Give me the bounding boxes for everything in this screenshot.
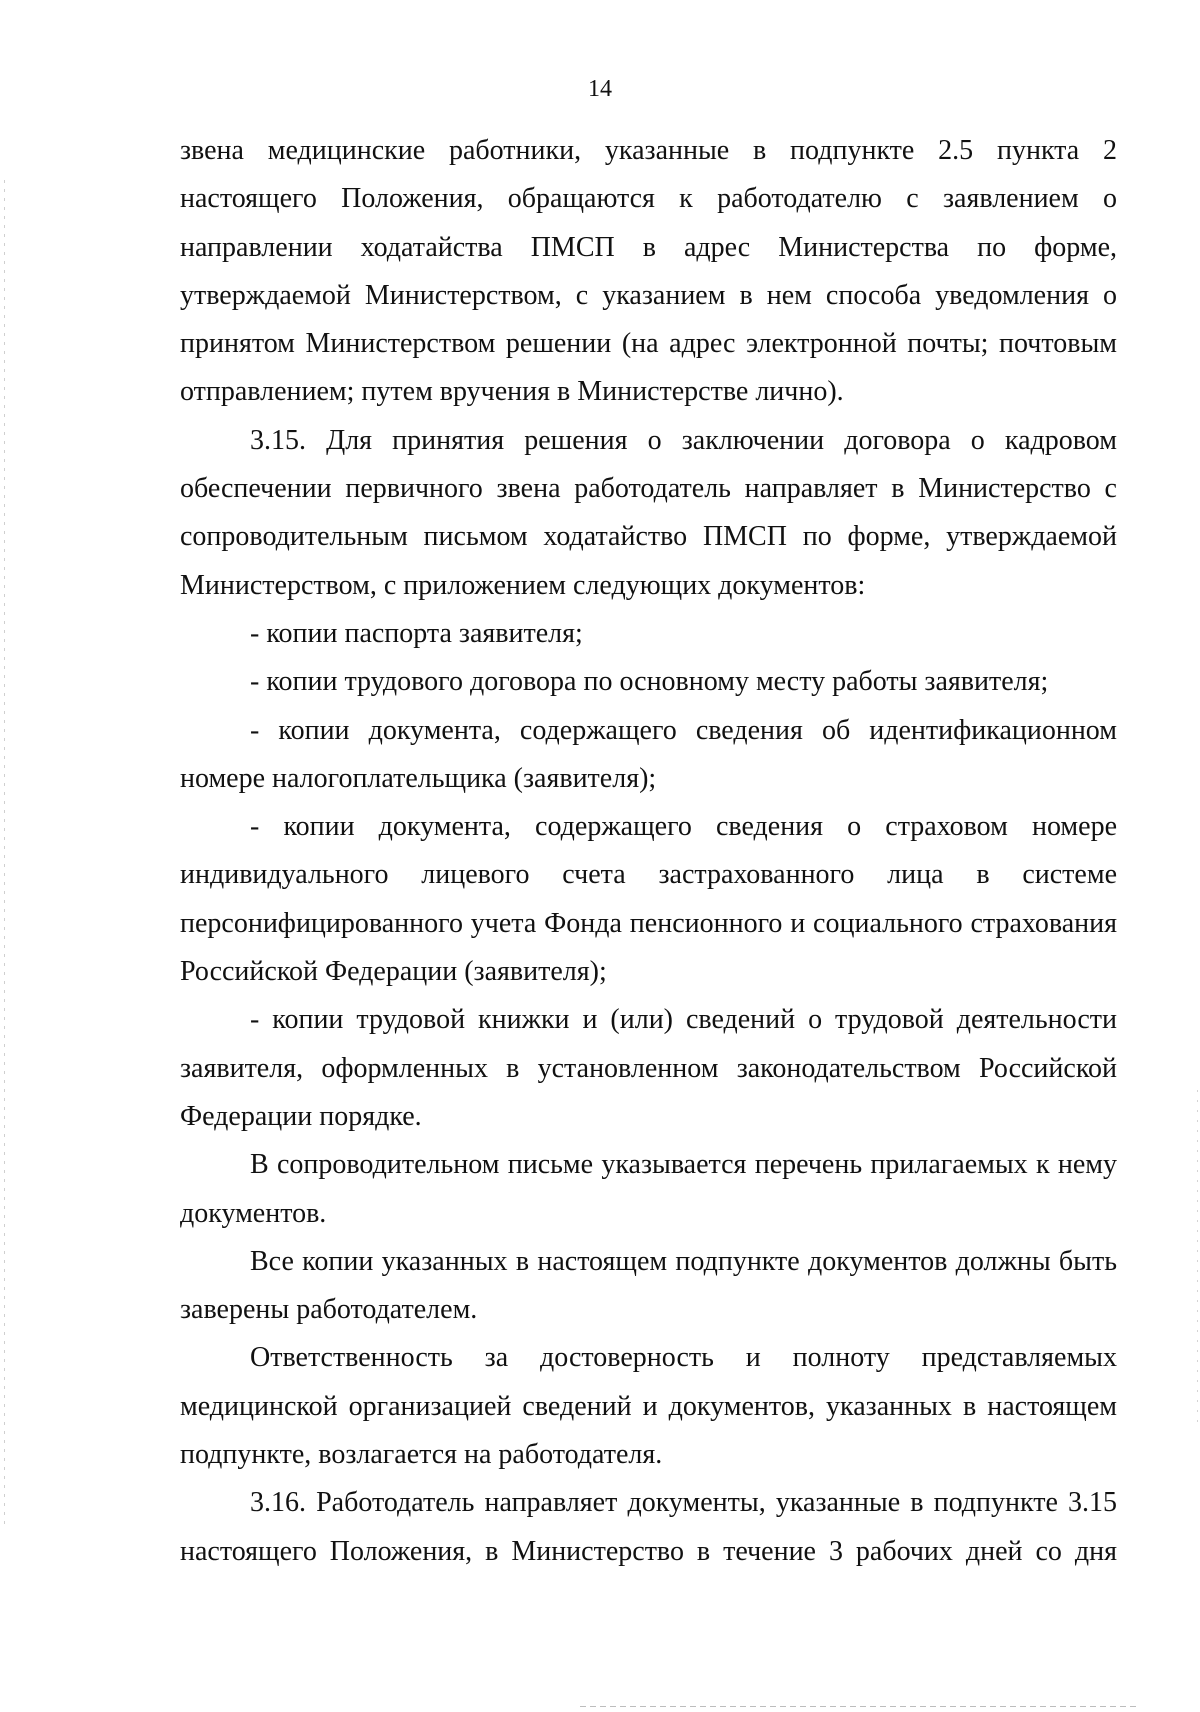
list-item-passport-copy: - копии паспорта заявителя; <box>250 617 583 649</box>
scan-artifact-left-rule <box>4 180 5 1530</box>
paragraph-clause-3-16: 3.16. Работодатель направляет документы, указанные в подпункте 3.15 настоящего Положения, в Министерство в течение 3 рабочих дней со дня <box>180 1487 1117 1567</box>
scan-artifact-right-rule <box>1197 1090 1198 1430</box>
paragraph-clause-3-15: 3.15. Для принятия решения о заключении договора о кадровом обеспечении первичного звена работодатель направляет в Министерство с сопроводительным письмом ходатайство ПМСП по форме, утверждаемой Министерством, с приложением следующих документов: <box>180 424 1117 601</box>
list-item-inn-document-copy: - копии документа, содержащего сведения об идентификационном номере налогоплательщика (заявителя); <box>180 714 1117 794</box>
paragraph-cover-letter: В сопроводительном письме указывается перечень прилагаемых к нему документов. <box>180 1149 1117 1229</box>
document-body <box>180 127 1117 1576</box>
paragraph-responsibility: Ответственность за достоверность и полноту представляемых медицинской организацией сведений и документов, указанных в настоящем подпункте, возлагается на работодателя. <box>180 1342 1117 1471</box>
paragraph-continuation: звена медицинские работники, указанные в подпункте 2.5 пункта 2 настоящего Положения, обращаются к работодателю с заявлением о направлении ходатайства ПМСП в адрес Министерства по форме, утверждаемой Министерством, с указанием в нем способа уведомления о принятом Министерством решении (на адрес электронной почты; почтовым отправлением; путем вручения в Министерстве лично). <box>180 135 1117 408</box>
page-number: 14 <box>588 76 612 102</box>
scan-artifact-bottom-rule <box>580 1706 1140 1707</box>
list-item-snils-document-copy: - копии документа, содержащего сведения о страховом номере индивидуального лицевого счета застрахованного лица в системе персонифицированного учета Фонда пенсионного и социального страхования Российской Федерации (заявителя); <box>180 811 1117 988</box>
list-item-work-record-copy: - копии трудовой книжки и (или) сведений о трудовой деятельности заявителя, оформленных в установленном законодательством Российской Федерации порядке. <box>180 1004 1117 1132</box>
list-item-employment-contract-copy: - копии трудового договора по основному месту работы заявителя; <box>250 666 1049 698</box>
paragraph-copies-certified: Все копии указанных в настоящем подпункте документов должны быть заверены работодателем. <box>180 1245 1117 1326</box>
